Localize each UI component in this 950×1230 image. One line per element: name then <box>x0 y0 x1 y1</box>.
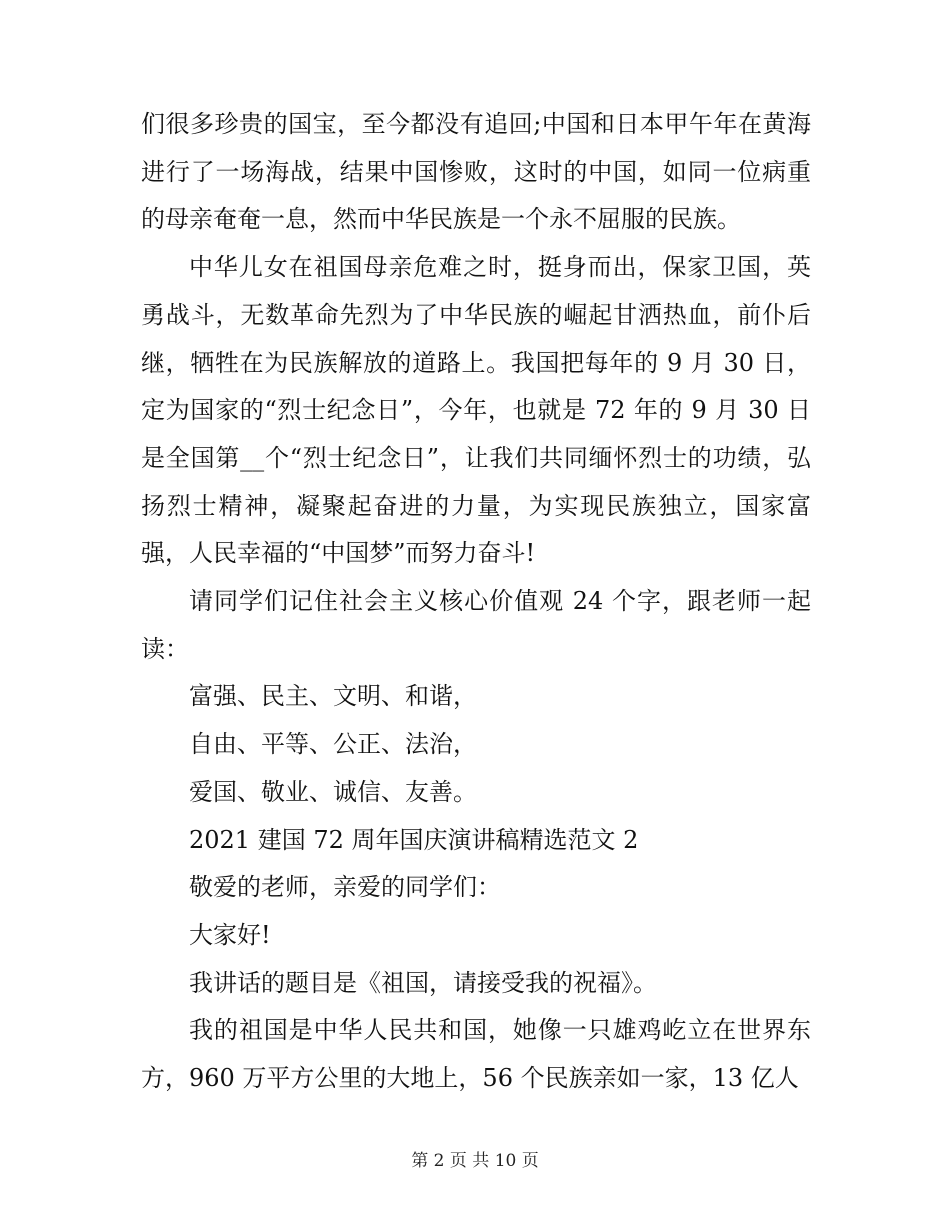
values-line-2: 自由、平等、公正、法治， <box>189 730 477 759</box>
paragraph-last: 我的祖国是中华人民共和国，她像一只雄鸡屹立在世界东方，960 万平方公里的大地上，56 个民族亲如一家，13 亿人 <box>141 1016 811 1093</box>
salutation: 敬爱的老师，亲爱的同学们： <box>189 873 501 902</box>
values-line-1: 富强、民主、文明、和谐， <box>189 682 477 711</box>
section-title: 2021 建国 72 周年国庆演讲稿精选范文 2 <box>189 825 639 854</box>
speech-topic: 我讲话的题目是《祖国，请接受我的祝福》。 <box>189 968 657 997</box>
document-body <box>141 101 811 1103</box>
page-footer: 第 2 页 共 10 页 <box>411 1151 539 1171</box>
paragraph-2: 中华儿女在祖国母亲危难之时，挺身而出，保家卫国，英勇战斗，无数革命先烈为了中华民族的崛起甘洒热血，前仆后继，牺牲在为民族解放的道路上。我国把每年的 9 月 30 日，定为国家的“烈士纪念日”，今年，也就是 72 年的 9 月 30 日是全国第__个“烈士纪念日”，让我们共同缅怀烈士的功绩，弘扬烈士精神，凝聚起奋进的力量，为实现民族独立，国家富强，人民幸福的“中国梦”而努力奋斗! <box>141 253 811 568</box>
values-line-3: 爱国、敬业、诚信、友善。 <box>189 777 477 806</box>
paragraph-3: 请同学们记住社会主义核心价值观 24 个字，跟老师一起读： <box>141 587 811 663</box>
paragraph-1: 们很多珍贵的国宝，至今都没有追回;中国和日本甲午年在黄海进行了一场海战，结果中国惨败，这时的中国，如同一位病重的母亲奄奄一息，然而中华民族是一个永不屈服的民族。 <box>141 110 811 234</box>
greeting: 大家好! <box>189 920 271 949</box>
